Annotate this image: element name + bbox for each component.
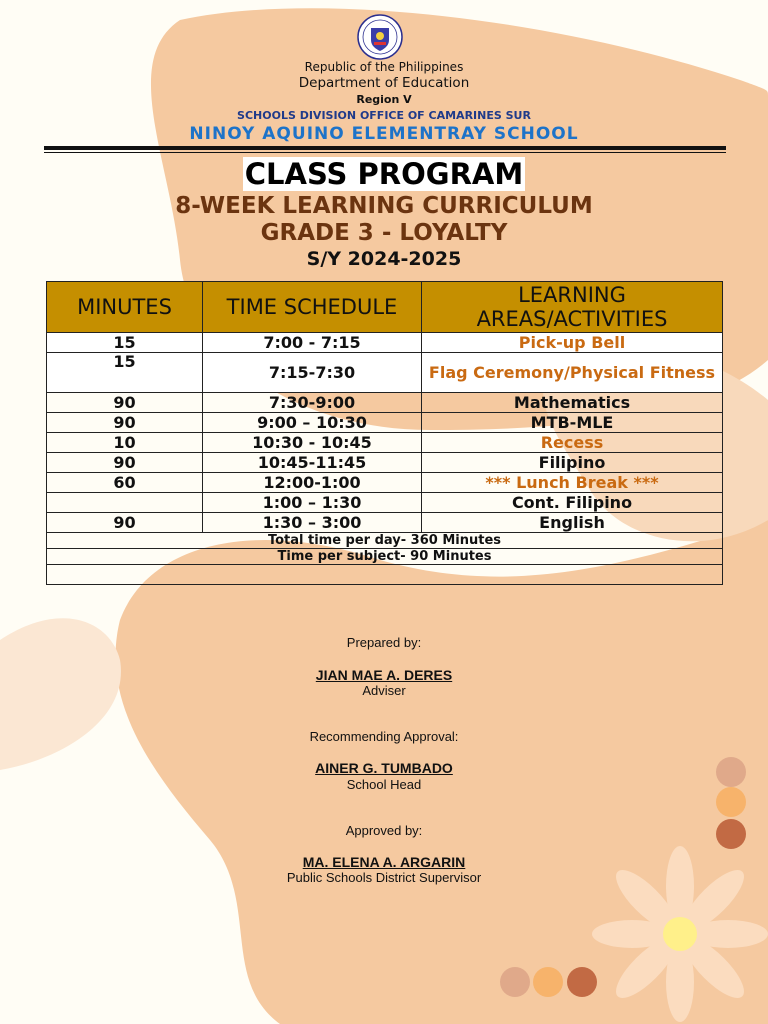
- cell-minutes: 90: [47, 393, 203, 413]
- approved-by-name: MA. ELENA A. ARGARIN: [302, 854, 466, 870]
- cell-minutes: 90: [47, 513, 203, 533]
- class-schedule-table: [46, 281, 723, 585]
- deped-seal-icon: [357, 14, 403, 60]
- school-year: S/Y 2024-2025: [306, 248, 462, 270]
- cell-time: 1:30 – 3:00: [203, 513, 422, 533]
- department-line: Department of Education: [298, 75, 470, 91]
- total-per-day: Total time per day- 360 Minutes: [47, 533, 723, 549]
- prepared-by-role: Adviser: [362, 683, 406, 698]
- table-header-row: [47, 282, 723, 333]
- cell-minutes: [47, 493, 203, 513]
- cell-time: 9:00 – 10:30: [203, 413, 422, 433]
- table-row: [47, 513, 723, 533]
- cell-activity: Flag Ceremony/Physical Fitness: [422, 353, 723, 393]
- approved-by-role: Public Schools District Supervisor: [286, 870, 482, 885]
- cell-minutes: 15: [47, 353, 203, 393]
- header-learning-areas: LEARNING AREAS/ACTIVITIES: [422, 282, 723, 333]
- table-row: [47, 353, 723, 393]
- cell-activity: MTB-MLE: [422, 413, 723, 433]
- region-line: Region V: [356, 93, 412, 106]
- division-line: SCHOOLS DIVISION OFFICE OF CAMARINES SUR: [237, 109, 531, 122]
- cell-minutes: 90: [47, 453, 203, 473]
- cell-minutes: 60: [47, 473, 203, 493]
- cell-time: 1:00 – 1:30: [203, 493, 422, 513]
- republic-line: Republic of the Philippines: [304, 60, 464, 74]
- header-time-schedule: TIME SCHEDULE: [203, 282, 422, 333]
- cell-time: 12:00-1:00: [203, 473, 422, 493]
- empty-row: [47, 565, 723, 585]
- recommending-approval-role: School Head: [346, 777, 422, 792]
- empty-cell: [47, 565, 723, 585]
- approved-by-label: Approved by:: [345, 823, 423, 838]
- table-row: [47, 393, 723, 413]
- cell-time: 10:30 - 10:45: [203, 433, 422, 453]
- cell-activity: English: [422, 513, 723, 533]
- table-row: [47, 473, 723, 493]
- cell-activity: Cont. Filipino: [422, 493, 723, 513]
- recommending-approval-label: Recommending Approval:: [309, 729, 459, 744]
- table-row: [47, 493, 723, 513]
- table-row: [47, 433, 723, 453]
- page-title: [0, 157, 768, 191]
- prepared-by-label: Prepared by:: [346, 635, 422, 650]
- prepared-by-name: JIAN MAE A. DERES: [315, 667, 453, 683]
- grade-section-subtitle: GRADE 3 - LOYALTY: [260, 220, 508, 246]
- cell-activity: Mathematics: [422, 393, 723, 413]
- table-row: [47, 413, 723, 433]
- header-minutes: MINUTES: [47, 282, 203, 333]
- school-name: NINOY AQUINO ELEMENTRAY SCHOOL: [189, 124, 579, 144]
- cell-minutes: 15: [47, 333, 203, 353]
- cell-activity: Pick-up Bell: [422, 333, 723, 353]
- cell-activity: *** Lunch Break ***: [422, 473, 723, 493]
- cell-activity: Filipino: [422, 453, 723, 473]
- cell-time: 7:00 - 7:15: [203, 333, 422, 353]
- cell-minutes: 90: [47, 413, 203, 433]
- cell-time: 10:45-11:45: [203, 453, 422, 473]
- per-subject-row: [47, 549, 723, 565]
- curriculum-subtitle: 8-WEEK LEARNING CURRICULUM: [175, 193, 593, 219]
- cell-activity: Recess: [422, 433, 723, 453]
- header-divider: [44, 146, 726, 150]
- table-row: [47, 453, 723, 473]
- time-per-subject: Time per subject- 90 Minutes: [47, 549, 723, 565]
- recommending-approval-name: AINER G. TUMBADO: [315, 760, 453, 776]
- cell-minutes: 10: [47, 433, 203, 453]
- cell-time: 7:15-7:30: [203, 353, 422, 393]
- table-row: [47, 333, 723, 353]
- total-per-day-row: [47, 533, 723, 549]
- page-title-text: CLASS PROGRAM: [244, 157, 524, 191]
- cell-time: 7:30-9:00: [203, 393, 422, 413]
- header-divider-thin: [44, 152, 726, 153]
